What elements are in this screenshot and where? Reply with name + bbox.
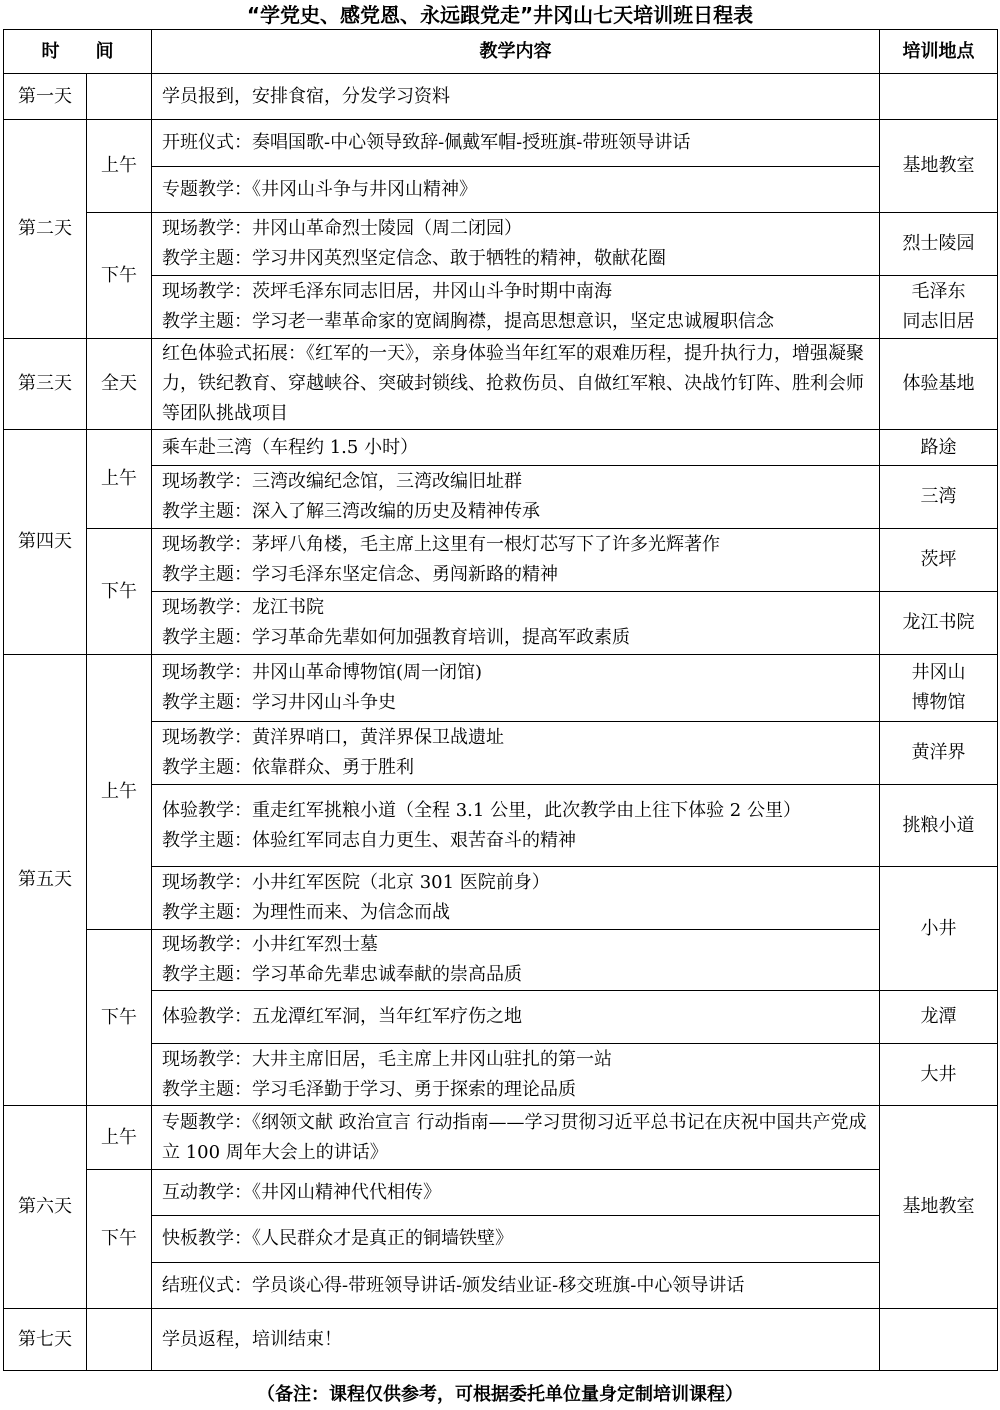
- content-line: 教学主题：为理性而来、为信念而战: [162, 902, 450, 923]
- content-line: 现场教学：小井红军医院（北京 301 医院前身）: [162, 872, 550, 893]
- content-cell: [152, 213, 880, 276]
- content-cell: [152, 1309, 880, 1371]
- content-cell: [152, 120, 880, 167]
- content-line: 教学主题：体验红军同志自力更生、艰苦奋斗的精神: [162, 829, 576, 851]
- content-line: 教学主题：学习井冈英烈坚定信念、敢于牺牲的精神，敬献花圈: [162, 248, 666, 269]
- content-line: 教学主题：学习革命先辈如何加强教育培训，提高军政素质: [162, 627, 630, 648]
- content-line: 教学主题：学习革命先辈忠诚奉献的崇高品质: [162, 964, 522, 985]
- content-line: 现场教学：茅坪八角楼，毛主席上这里有一根灯芯写下了许多光辉著作: [162, 534, 720, 555]
- content-line: 教学主题：学习毛泽勤于学习、勇于探索的理论品质: [162, 1078, 576, 1100]
- table-row: [4, 1216, 998, 1263]
- period-label: 上午: [87, 430, 152, 529]
- period-label: 下午: [87, 529, 152, 655]
- location-cell: 路途: [880, 430, 998, 466]
- table-row: [4, 930, 998, 991]
- content-line: 红色体验式拓展：《红军的一天》，亲身体验当年红军的艰难历程，提升执行力，增强凝聚力，铁纪教育、穿越峡谷、突破封锁线、抢救伤员、自做红军粮、决战竹钉阵、胜利会师等团队挑战项目: [162, 343, 864, 424]
- table-row: [4, 430, 998, 466]
- table-row: [4, 213, 998, 276]
- table-row: [4, 74, 998, 120]
- content-line: 乘车赴三湾（车程约 1.5 小时）: [162, 436, 419, 458]
- header-content: 教学内容: [152, 30, 880, 74]
- location-cell: 基地教室: [880, 1106, 998, 1309]
- period-label: [87, 74, 152, 120]
- content-cell: [152, 991, 880, 1044]
- day-label: 第七天: [4, 1309, 87, 1371]
- table-row: [4, 867, 998, 930]
- location-cell: 大井: [880, 1044, 998, 1106]
- content-line: 现场教学：茨坪毛泽东同志旧居，井冈山斗争时期中南海: [162, 281, 612, 302]
- content-cell: [152, 1263, 880, 1309]
- period-label: 上午: [87, 1106, 152, 1170]
- period-label: 下午: [87, 1170, 152, 1309]
- content-cell: [152, 74, 880, 120]
- table-row: [4, 655, 998, 722]
- day-label: 第一天: [4, 74, 87, 120]
- table-row: [4, 1309, 998, 1371]
- location-cell: 挑粮小道: [880, 785, 998, 867]
- location-cell: 小井: [880, 867, 998, 991]
- schedule-table: [3, 29, 998, 1371]
- content-line: 体验教学：重走红军挑粮小道（全程 3.1 公里，此次教学由上往下体验 2 公里）: [162, 799, 801, 821]
- content-cell: [152, 592, 880, 655]
- content-line: 教学主题：学习老一辈革命家的宽阔胸襟，提高思想意识，坚定忠诚履职信念: [162, 311, 774, 332]
- content-line: 开班仪式：奏唱国歌-中心领导致辞-佩戴军帽-授班旗-带班领导讲话: [162, 132, 691, 153]
- header-location: 培训地点: [880, 30, 998, 74]
- location-cell: 龙潭: [880, 991, 998, 1044]
- content-line: 教学主题：学习井冈山斗争史: [162, 692, 396, 713]
- content-cell: [152, 167, 880, 213]
- location-cell: [880, 655, 998, 722]
- day-label: 第四天: [4, 430, 87, 655]
- content-line: 教学主题：学习毛泽东坚定信念、勇闯新路的精神: [162, 564, 558, 585]
- table-row: [4, 167, 998, 213]
- content-line: 教学主题：依靠群众、勇于胜利: [162, 757, 414, 778]
- content-cell: [152, 529, 880, 592]
- location-cell: 基地教室: [880, 120, 998, 213]
- table-row: [4, 991, 998, 1044]
- period-label: 上午: [87, 655, 152, 930]
- content-line: 教学主题：深入了解三湾改编的历史及精神传承: [162, 501, 540, 522]
- content-line: 学员报到，安排食宿，分发学习资料: [162, 85, 450, 107]
- content-line: 互动教学：《井冈山精神代代相传》: [162, 1181, 441, 1203]
- table-row: [4, 276, 998, 339]
- table-row: [4, 1044, 998, 1106]
- content-cell: [152, 276, 880, 339]
- day-label: 第五天: [4, 655, 87, 1106]
- table-row: [4, 785, 998, 867]
- footnote: （备注：课程仅供参考，可根据委托单位量身定制培训课程）: [257, 1384, 743, 1405]
- location-cell: [880, 276, 998, 339]
- content-cell: [152, 722, 880, 785]
- table-row: [4, 722, 998, 785]
- table-row: [4, 1170, 998, 1216]
- day-label: 第六天: [4, 1106, 87, 1309]
- content-line: 现场教学：井冈山革命烈士陵园（周二闭园）: [162, 218, 522, 239]
- table-row: [4, 466, 998, 529]
- header-time: 时 间: [4, 30, 152, 74]
- content-line: 专题教学：《井冈山斗争与井冈山精神》: [162, 178, 477, 200]
- content-line: 专题教学：《纲领文献 政治宣言 行动指南——学习贯彻习近平总书记在庆祝中国共产党成立 100 周年大会上的讲话》: [162, 1111, 867, 1163]
- content-cell: [152, 339, 880, 430]
- content-line: 现场教学：小井红军烈士墓: [162, 934, 378, 955]
- period-label: 全天: [87, 339, 152, 430]
- location-cell: [880, 1309, 998, 1371]
- content-cell: [152, 430, 880, 466]
- content-cell: [152, 1170, 880, 1216]
- period-label: 上午: [87, 120, 152, 213]
- location-line: 同志旧居: [902, 311, 975, 332]
- location-cell: 三湾: [880, 466, 998, 529]
- content-line: 现场教学：龙江书院: [162, 597, 324, 618]
- content-line: 快板教学：《人民群众才是真正的铜墙铁壁》: [162, 1228, 513, 1249]
- content-cell: [152, 867, 880, 930]
- day-label: 第三天: [4, 339, 87, 430]
- location-cell: 黄洋界: [880, 722, 998, 785]
- table-row: [4, 529, 998, 592]
- period-label: 下午: [87, 213, 152, 339]
- content-cell: [152, 785, 880, 867]
- table-row: [4, 1106, 998, 1170]
- location-line: 井冈山: [911, 662, 966, 683]
- content-line: 现场教学：井冈山革命博物馆(周一闭馆): [162, 662, 483, 683]
- content-line: 现场教学：三湾改编纪念馆，三湾改编旧址群: [162, 471, 522, 492]
- content-line: 结班仪式：学员谈心得-带班领导讲话-颁发结业证-移交班旗-中心领导讲话: [162, 1274, 745, 1296]
- location-line: 毛泽东: [911, 281, 966, 302]
- location-cell: 烈士陵园: [880, 213, 998, 276]
- content-cell: [152, 1044, 880, 1106]
- location-cell: 龙江书院: [880, 592, 998, 655]
- content-line: 现场教学：黄洋界哨口，黄洋界保卫战遗址: [162, 727, 504, 748]
- content-cell: [152, 655, 880, 722]
- location-cell: 茨坪: [880, 529, 998, 592]
- content-cell: [152, 466, 880, 529]
- day-label: 第二天: [4, 120, 87, 339]
- content-cell: [152, 1216, 880, 1263]
- location-cell: [880, 74, 998, 120]
- table-row: [4, 339, 998, 430]
- content-line: 学员返程，培训结束！: [162, 1328, 342, 1350]
- table-row: [4, 1263, 998, 1309]
- content-cell: [152, 930, 880, 991]
- content-line: 现场教学：大井主席旧居，毛主席上井冈山驻扎的第一站: [162, 1048, 612, 1070]
- schedule-title: “学党史、感党恩、永远跟党走”井冈山七天培训班日程表: [246, 3, 754, 27]
- period-label: 下午: [87, 930, 152, 1106]
- content-line: 体验教学：五龙潭红军洞，当年红军疗伤之地: [162, 1006, 522, 1027]
- table-header-row: [4, 30, 998, 74]
- location-line: 博物馆: [911, 692, 966, 713]
- content-cell: [152, 1106, 880, 1170]
- table-row: [4, 592, 998, 655]
- period-label: [87, 1309, 152, 1371]
- location-cell: 体验基地: [880, 339, 998, 430]
- table-row: [4, 120, 998, 167]
